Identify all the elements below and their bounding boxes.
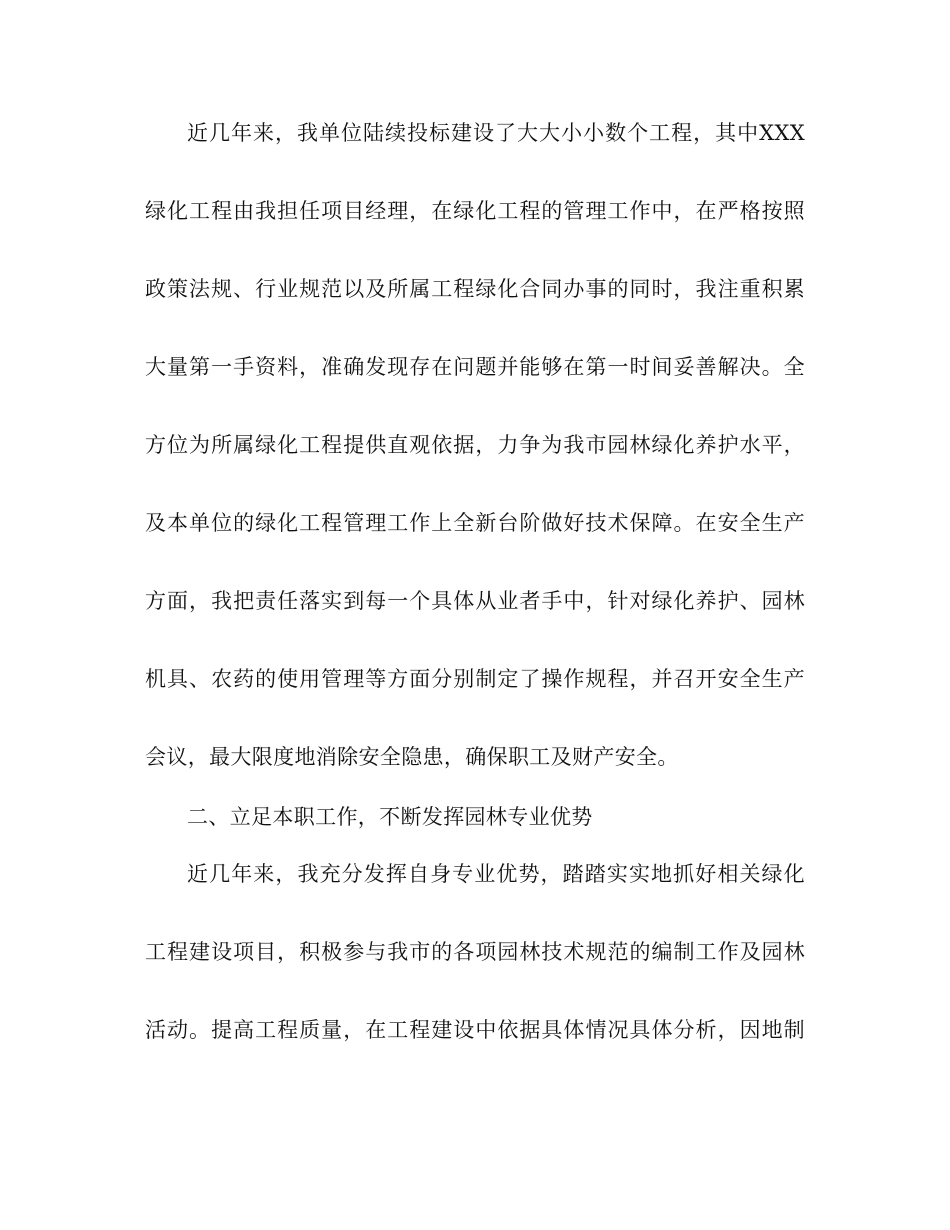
paragraph-1	[145, 120, 805, 771]
text-line: 近几年来，我单位陆续投标建设了大大小小数个工程，其中XXX	[187, 121, 805, 145]
text-line: 及本单位的绿化工程管理工作上全新台阶做好技术保障。在安全生产	[145, 511, 805, 535]
text-line-last: 会议，最大限度地消除安全隐患，确保职工及财产安全。	[145, 745, 679, 769]
text-line: 机具、农药的使用管理等方面分别制定了操作规程，并召开安全生产	[145, 667, 805, 691]
text-line: 大量第一手资料，准确发现存在问题并能够在第一时间妥善解决。全	[145, 355, 805, 379]
text-line: 绿化工程由我担任项目经理，在绿化工程的管理工作中，在严格按照	[145, 199, 805, 223]
heading-text: 二、立足本职工作，不断发挥园林专业优势	[187, 805, 593, 829]
text-line: 近几年来，我充分发挥自身专业优势，踏踏实实地抓好相关绿化	[187, 862, 805, 886]
paragraph-2	[145, 861, 805, 1044]
text-line: 方面，我把责任落实到每一个具体从业者手中，针对绿化养护、园林	[145, 589, 805, 613]
document-body	[145, 120, 805, 1044]
text-line: 政策法规、行业规范以及所属工程绿化合同办事的同时，我注重积累	[145, 277, 805, 301]
text-line: 方位为所属绿化工程提供直观依据，力争为我市园林绿化养护水平，	[145, 433, 805, 457]
text-line: 工程建设项目，积极参与我市的各项园林技术规范的编制工作及园林	[145, 940, 805, 964]
text-line: 活动。提高工程质量，在工程建设中依据具体情况具体分析，因地制	[145, 1018, 805, 1042]
section-heading	[145, 804, 805, 831]
